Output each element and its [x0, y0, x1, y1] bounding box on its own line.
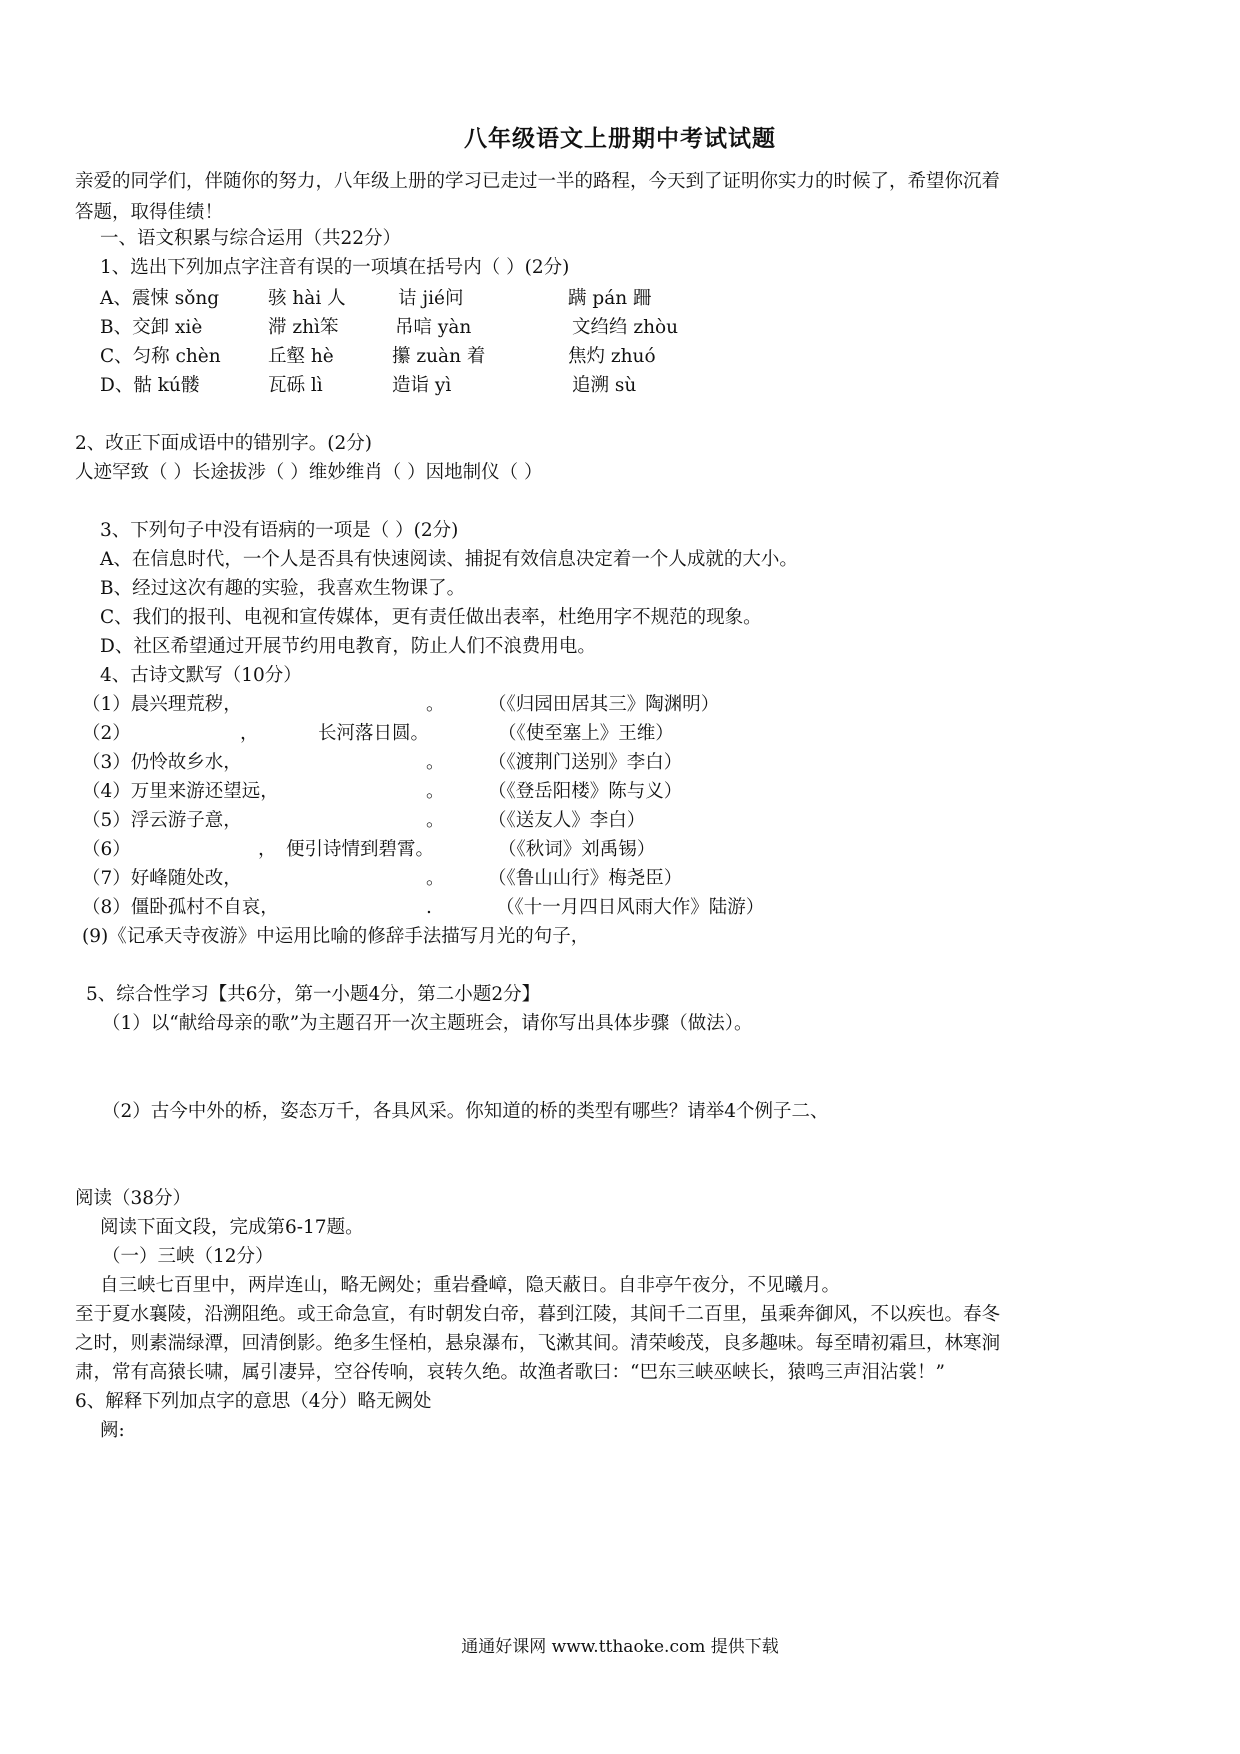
q1-option-a-1: A、震悚 sǒng: [100, 288, 220, 309]
q5-sub-2: （2）古今中外的桥，姿态万千，各具风采。你知道的桥的类型有哪些？请举4个例子二、: [102, 1101, 829, 1122]
q2-body: 人迹罕致（ ）长途拔涉（ ）维妙维肖（ ）因地制仪（ ）: [75, 462, 543, 483]
intro-line-1: 亲爱的同学们，伴随你的努力，八年级上册的学习已走过一半的路程，今天到了证明你实力的时候了，希望你沉着: [75, 171, 1001, 192]
q4-item-1-text: （1）晨兴理荒秽，: [82, 694, 242, 715]
q4-item-2-line: 长河落日圆。: [318, 723, 430, 744]
q5-stem: 5、综合性学习【共6分，第一小题4分，第二小题2分】: [86, 984, 541, 1005]
q1-option-a-4: 蹒 pán 跚: [568, 288, 652, 309]
q1-option-b-3: 吊唁 yàn: [395, 317, 472, 338]
q3-stem: 3、下列句子中没有语病的一项是（ ）(2分): [100, 520, 459, 541]
q1-option-b-4: 文绉绉 zhòu: [572, 317, 679, 338]
q4-item-3-source: （《渡荆门送别》李白）: [488, 752, 683, 773]
passage-line-4: 肃，常有高猿长啸，属引凄异，空谷传响，哀转久绝。故渔者歌曰：“巴东三峡巫峡长，猿鸣三声泪沾裳！”: [75, 1362, 945, 1383]
passage-line-2: 至于夏水襄陵，沿溯阻绝。或王命急宣，有时朝发白帝，暮到江陵，其间千二百里，虽乘奔御风，不以疾也。春冬: [75, 1304, 1001, 1325]
q4-item-7-source: （《鲁山山行》梅尧臣）: [488, 868, 683, 889]
page-title: 八年级语文上册期中考试试题: [464, 125, 776, 152]
q1-option-c-1: C、匀称 chèn: [100, 346, 221, 367]
q4-stem: 4、古诗文默写（10分）: [100, 665, 302, 686]
reading-instruction: 阅读下面文段，完成第6-17题。: [100, 1217, 364, 1238]
q1-option-c-4: 焦灼 zhuó: [568, 346, 656, 367]
q3-option-b: B、经过这次有趣的实验，我喜欢生物课了。: [100, 578, 466, 599]
page-footer: 通通好课网 www.tthaoke.com 提供下载: [461, 1637, 779, 1657]
q4-item-5-punct: 。: [426, 810, 445, 831]
q1-stem: 1、选出下列加点字注音有误的一项填在括号内（ ）(2分): [100, 257, 570, 278]
q1-option-a-2: 骇 hài 人: [268, 288, 346, 309]
q1-option-d-2: 瓦砾 lì: [268, 375, 323, 396]
q4-item-4-text: （4）万里来游还望远，: [82, 781, 279, 802]
q1-option-c-3: 攥 zuàn 着: [392, 346, 486, 367]
q4-item-3-text: （3）仍怜故乡水，: [82, 752, 242, 773]
q1-option-d-3: 造诣 yì: [392, 375, 452, 396]
q4-item-3-punct: 。: [426, 752, 445, 773]
q2-stem: 2、改正下面成语中的错别字。(2分): [75, 433, 372, 454]
q4-item-6-text: （6）: [82, 839, 131, 860]
q4-item-1-source: （《归园田居其三》陶渊明）: [488, 694, 720, 715]
q4-item-8-source: （《十一月四日风雨大作》陆游）: [496, 897, 765, 918]
passage-line-1: 自三峡七百里中，两岸连山，略无阙处；重岩叠嶂，隐天蔽日。自非亭午夜分，不见曦月。: [100, 1275, 841, 1296]
q1-option-c-2: 丘壑 hè: [268, 346, 334, 367]
q4-item-7-text: （7）好峰随处改，: [82, 868, 242, 889]
q4-item-6-source: （《秋词》刘禹锡）: [498, 839, 656, 860]
q4-item-8-text: （8）僵卧孤村不自哀，: [82, 897, 279, 918]
q6-answer-label: 阙:: [100, 1420, 125, 1441]
q1-option-b-2: 滞 zhì笨: [268, 317, 339, 338]
section-1-heading: 一、语文积累与综合运用（共22分）: [100, 228, 402, 249]
section-2-heading: 阅读（38分）: [75, 1188, 192, 1209]
q1-option-b-1: B、交卸 xiè: [100, 317, 203, 338]
q4-item-2-punct: ，: [240, 723, 259, 744]
intro-line-2: 答题，取得佳绩！: [75, 202, 224, 223]
q4-item-6-line: 便引诗情到碧霄。: [286, 839, 435, 860]
q4-item-5-source: （《送友人》李白）: [488, 810, 646, 831]
passage-line-3: 之时，则素湍绿潭，回清倒影。绝多生怪柏，悬泉瀑布，飞漱其间。清荣峻茂，良多趣味。每至晴初霜旦，林寒涧: [75, 1333, 1001, 1354]
q4-item-5-text: （5）浮云游子意，: [82, 810, 242, 831]
q1-option-d-1: D、骷 kú髅: [100, 375, 200, 396]
q4-item-2-source: （《使至塞上》王维）: [498, 723, 674, 744]
q4-item-9: (9)《记承天寺夜游》中运用比喻的修辞手法描写月光的句子，: [82, 926, 590, 947]
q4-item-4-punct: 。: [426, 781, 445, 802]
q4-item-1-punct: 。: [426, 694, 445, 715]
q4-item-7-punct: 。: [426, 868, 445, 889]
q4-item-2-text: （2）: [82, 723, 131, 744]
q3-option-c: C、我们的报刊、电视和宣传媒体，更有责任做出表率，杜绝用字不规范的现象。: [100, 607, 762, 628]
q1-option-a-3: 诘 jié问: [398, 288, 464, 309]
part-1-heading: （一）三峡（12分）: [102, 1246, 274, 1267]
q4-item-6-punct: ，: [258, 839, 277, 860]
q4-item-8-punct: .: [426, 897, 432, 918]
q5-sub-1: （1）以“献给母亲的歌”为主题召开一次主题班会，请你写出具体步骤（做法）。: [102, 1013, 753, 1034]
q4-item-4-source: （《登岳阳楼》陈与义）: [488, 781, 683, 802]
q3-option-d: D、社区希望通过开展节约用电教育，防止人们不浪费用电。: [100, 636, 596, 657]
q6-stem: 6、解释下列加点字的意思（4分）略无阙处: [75, 1391, 432, 1412]
q1-option-d-4: 追溯 sù: [572, 375, 637, 396]
q3-option-a: A、在信息时代，一个人是否具有快速阅读、捕捉有效信息决定着一个人成就的大小。: [100, 549, 798, 570]
